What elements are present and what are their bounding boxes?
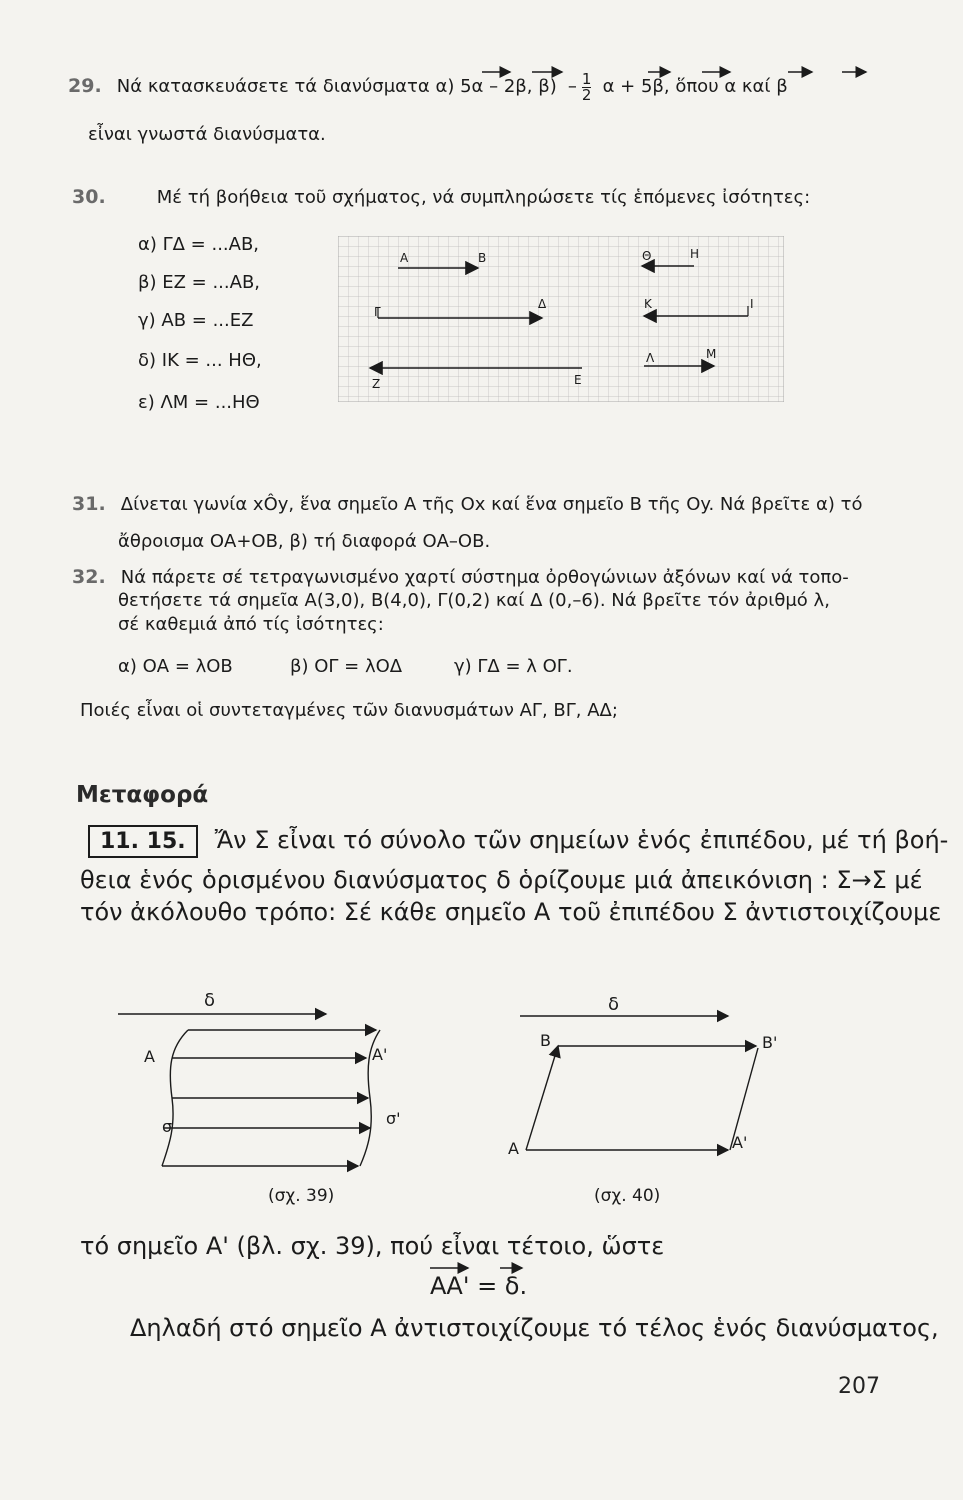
exercise-number: 31. <box>72 493 106 515</box>
closing-line2: Δηλαδή στό σημεῖο Α ἀντιστοιχίζουμε τό τέλος ἑνός διανύσματος, <box>130 1314 939 1342</box>
exercise-32-line2: θετήσετε τά σημεῖα Α(3,0), Β(4,0), Γ(0,2) καί Δ (0,–6). Νά βρεῖτε τόν ἀριθμό λ, <box>118 590 830 611</box>
equality-b: β) ΕΖ = ...ΑΒ, <box>138 272 261 293</box>
label-i: Ι <box>750 297 754 311</box>
equality-e: ε) ΛΜ = ...ΗΘ <box>138 392 260 413</box>
label-delta: Δ <box>538 297 547 311</box>
label-b: Β <box>478 251 487 265</box>
exercise-number: 30. <box>72 186 106 208</box>
exercise-32-question: Ποιές εἶναι οἱ συντεταγμένες τῶν διανυσμάτων ΑΓ, ΒΓ, ΑΔ; <box>80 700 618 721</box>
vector-grid-figure <box>338 236 784 402</box>
fig39-label-a: Α <box>144 1047 155 1066</box>
equation-c: γ) ΓΔ = λ ΟΓ. <box>454 656 573 677</box>
exercise-31-line2: ἄθροισμα ΟΑ+ΟΒ, β) τή διαφορά ΟΑ–ΟΒ. <box>118 531 491 552</box>
exercise-31 <box>72 493 862 515</box>
fraction-numerator: 1 <box>581 70 592 88</box>
label-e: Ε <box>574 373 582 387</box>
equation-arrows <box>428 1258 528 1274</box>
figure-40 <box>504 990 804 1166</box>
exercise-32-line3: σέ καθεμιά ἀπό τίς ἰσότητες: <box>118 614 384 635</box>
fig39-label-sigma: σ <box>162 1117 173 1136</box>
label-h: Η <box>690 247 700 261</box>
fig39-caption: (σχ. 39) <box>268 1186 335 1206</box>
fig40-label-a: Α <box>508 1139 519 1158</box>
section-number-box: 11. 15. <box>88 825 198 858</box>
equality-c: γ) ΑΒ = ...ΕΖ <box>138 310 254 331</box>
vector-arrows-ex29 <box>470 60 890 80</box>
fig39-label-sigma-prime: σ' <box>386 1109 401 1128</box>
fig39-delta-label: δ <box>204 990 216 1011</box>
equality-d: δ) ΙΚ = ... ΗΘ, <box>138 350 262 371</box>
section-line1: Ἄν Σ εἶναι τό σύνολο τῶν σημείων ἑνός ἐπιπέδου, μέ τή βοή- <box>214 826 949 854</box>
exercise-30-intro: Μέ τή βοήθεια τοῦ σχήματος, νά συμπληρώσετε τίς ἑπόμενες ἰσότητες: <box>156 187 811 208</box>
exercise-number: 32. <box>72 566 106 588</box>
label-gamma: Γ <box>374 305 381 319</box>
exercise-32 <box>72 566 849 588</box>
fig40-delta-label: δ <box>608 994 620 1015</box>
exercise-30 <box>72 186 810 208</box>
label-theta: Θ <box>642 249 652 263</box>
closing-line1: τό σημεῖο Α' (βλ. σχ. 39), πού εἶναι τέτοιο, ὥστε <box>80 1232 665 1260</box>
exercise-number: 29. <box>68 75 102 97</box>
page-number: 207 <box>838 1374 880 1399</box>
fig40-caption: (σχ. 40) <box>594 1186 661 1206</box>
exercise-29-text: Νά κατασκευάσετε τά διανύσματα α) 5α – 2β, β) <box>116 76 557 97</box>
label-lambda: Λ <box>646 351 655 365</box>
minus-sign: – <box>567 76 577 97</box>
exercise-32-line1: Νά πάρετε σέ τετραγωνισμένο χαρτί σύστημα ὀρθογώνιων ἀξόνων καί νά τοπο- <box>120 567 849 588</box>
closing-equation: ΑΑ' = δ. <box>430 1272 528 1300</box>
fig39-label-a-prime: Α' <box>372 1045 388 1064</box>
section-line3: τόν ἀκόλουθο τρόπο: Σέ κάθε σημεῖο Α τοῦ ἐπιπέδου Σ ἀντιστοιχίζουμε <box>80 898 942 926</box>
label-k: Κ <box>644 297 652 311</box>
section-title: Μεταφορά <box>76 782 209 808</box>
exercise-31-line1: Δίνεται γωνία xÔy, ἕνα σημεῖο Α τῆς Οx καί ἕνα σημεῖο Β τῆς Οy. Νά βρεῖτε α) τό <box>120 494 863 515</box>
exercise-29-line2: εἶναι γνωστά διανύσματα. <box>88 124 326 145</box>
fig40-label-b: Β <box>540 1031 551 1050</box>
label-z: Ζ <box>372 377 381 391</box>
section-line2: θεια ἑνός ὁρισμένου διανύσματος δ ὁρίζουμε μιά ἀπεικόνιση : Σ→Σ μέ <box>80 866 923 894</box>
label-m: Μ <box>706 347 717 361</box>
exercise-29-rest: α + 5β, ὅπου α καί β <box>602 76 788 97</box>
label-a: Α <box>400 251 409 265</box>
fig40-label-a-prime: Α' <box>732 1133 748 1152</box>
equation-a: α) ΟΑ = λΟΒ <box>118 656 233 677</box>
fig40-label-b-prime: Β' <box>762 1033 778 1052</box>
equality-a: α) ΓΔ = ...ΑΒ, <box>138 234 260 255</box>
equation-b: β) ΟΓ = λΟΔ <box>290 656 403 677</box>
paragraph-11-15 <box>88 826 948 854</box>
fraction-denominator: 2 <box>581 86 592 104</box>
figure-39 <box>110 988 420 1178</box>
